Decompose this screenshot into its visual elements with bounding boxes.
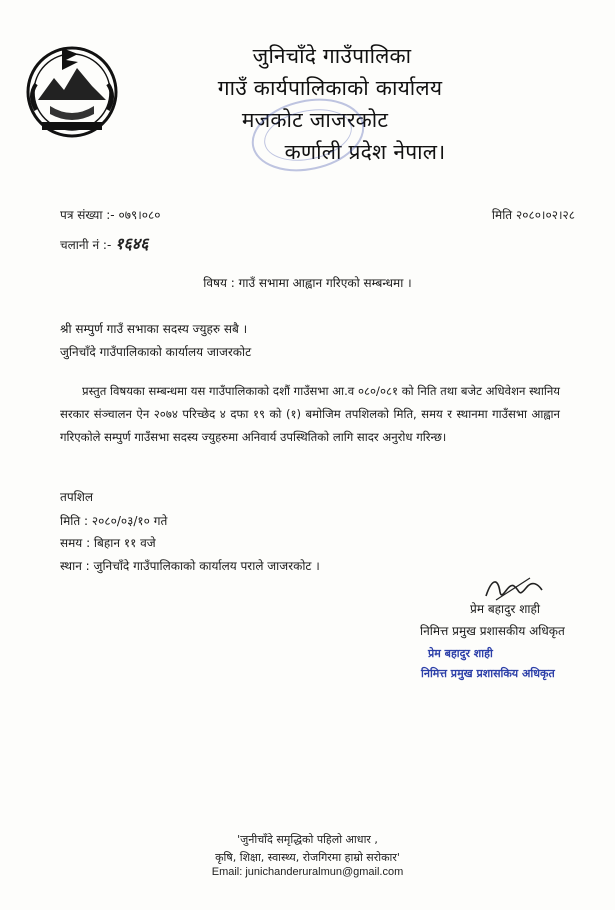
addressee-line: श्री सम्पुर्ण गाउँ सभाका सदस्य ज्युहरु सबै । [60, 322, 248, 336]
dispatch-value: १६४६ [115, 234, 149, 253]
footer-email: Email: junichanderuralmun@gmail.com [211, 866, 404, 878]
letter-body: प्रस्तुत विषयका सम्बन्धमा यस गाउँपालिकाको दशौं गाउँसभा आ.व ०८०/०८१ को निति तथा बजेट अधिवेशन स्थानिय सरकार संञ्चालन ऐन २०७४ परिच्छेद ४ दफा १९ को (१) बमोजिम तपशिलको मिति, समय र स्थानमा गाउँसभा आह्वान गरिएकोले सम्पुर्ण गाउँसभा सदस्य ज्युहरुमा अनिवार्य उपस्थितिको लागि सादर अनुरोध गरिन्छ। [60, 384, 560, 444]
footer-slogan-line2: कृषि, शिक्षा, स्वास्थ्य, रोजगिरमा हाम्रो सरोकार' [215, 851, 400, 864]
nepal-emblem-logo [22, 40, 122, 140]
footer-slogan-line1: 'जुनीचाँदे समृद्धिको पहिलो आधार , [237, 833, 378, 846]
letter-subject: विषय : गाउँ सभामा आह्वान गरिएको सम्बन्धमा । [203, 276, 412, 290]
office-stamp [248, 96, 368, 174]
seal-name: प्रेम बहादुर शाही [428, 647, 493, 660]
office-name: गाउँ कार्यपालिकाको कार्यालय [217, 76, 443, 100]
signatory-name: प्रेम बहादुर शाही [470, 602, 540, 616]
details-heading: तपशिल [60, 490, 94, 504]
addressee-office: जुनिचाँदे गाउँपालिकाको कार्यालय जाजरकोट [60, 345, 252, 359]
seal-title: निमित्त प्रमुख प्रशासकिय अधिकृत [421, 667, 555, 680]
date-label: मिति [491, 208, 513, 222]
signatory-title: निमित्त प्रमुख प्रशासकीय अधिकृत [420, 624, 565, 638]
letter-date [492, 206, 575, 223]
dispatch-number [60, 232, 148, 254]
province-name: कर्णाली प्रदेश नेपाल। [284, 140, 446, 164]
office-location: मजकोट जाजरकोट [241, 108, 389, 132]
reference-number [60, 206, 160, 223]
reference-value: ०७९।०८० [118, 208, 161, 222]
dispatch-label: चलानी नं :- [60, 238, 112, 252]
reference-label: पत्र संख्या :- [60, 208, 115, 222]
date-value: २०८०।०२।२८ [515, 208, 575, 222]
details-place: स्थान : जुनिचाँदे गाउँपालिकाको कार्यालय पराले जाजरकोट । [60, 559, 320, 573]
details-time: समय : बिहान ११ वजे [60, 536, 156, 550]
details-date: मिति : २०८०/०३/१० गते [60, 514, 168, 528]
municipality-name: जुनिचाँदे गाउँपालिका [252, 44, 412, 68]
